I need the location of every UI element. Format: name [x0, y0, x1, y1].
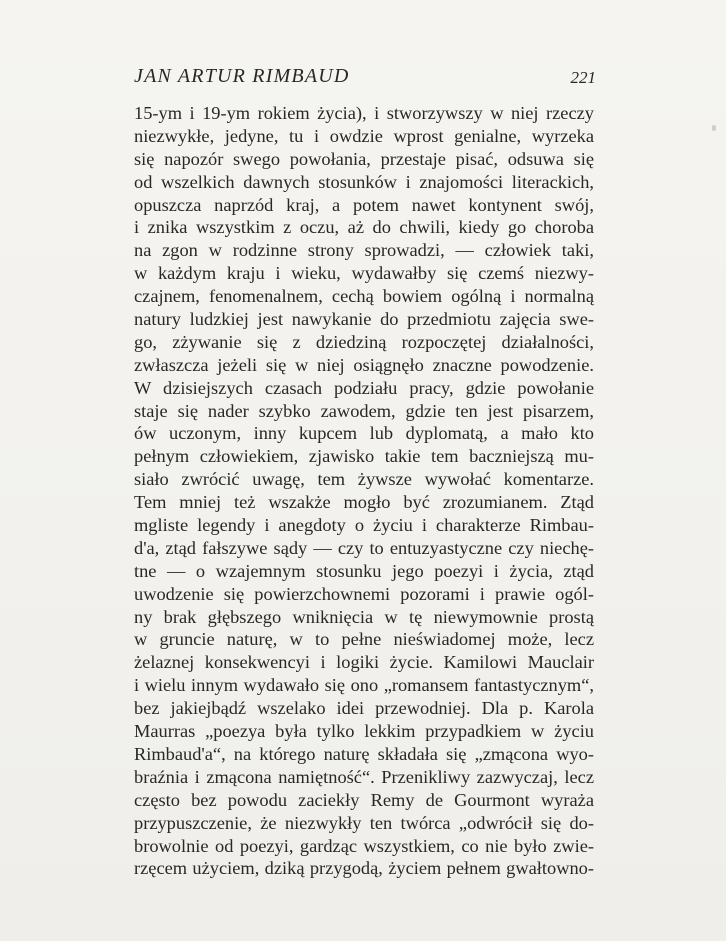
text-line: w gruncie naturę, w to pełne nieświadomej może, lecz: [134, 629, 594, 650]
text-line: uwodzenie się powierzchownemi pozorami i prawie ogól-: [134, 583, 594, 604]
text-line: zwłaszcza jeżeli się w niej osiągnęło znaczne powodzenie.: [134, 354, 594, 375]
running-header: [134, 62, 596, 90]
text-line: tne — o wzajemnym stosunku jego poezyi i życia, ztąd: [134, 560, 594, 581]
text-line: staje się nader szybko zawodem, gdzie ten jest pisarzem,: [134, 400, 594, 421]
body-text: [134, 102, 594, 880]
text-line: w każdym kraju i wieku, wydawałby się czemś niezwy-: [134, 263, 594, 284]
paper-blemish: [712, 125, 716, 131]
text-line: ów uczonym, inny kupcem lub dyplomatą, a mało kto: [134, 423, 594, 444]
text-line: i znika wszystkim z oczu, aż do chwili, kiedy go choroba: [134, 217, 594, 238]
text-line: czajnem, fenomenalnem, cechą bowiem ogólną i normalną: [134, 286, 594, 307]
text-line: się napozór swego powołania, przestaje pisać, odsuwa się: [134, 148, 594, 169]
text-line: opuszcza naprzód kraj, a potem nawet kontynent swój,: [134, 194, 594, 215]
text-line: braźnia i zmącona namiętność“. Przenikliwy zazwyczaj, lecz: [134, 766, 594, 787]
text-line: od wszelkich dawnych stosunków i znajomości literackich,: [134, 171, 594, 192]
text-line: siało zwrócić uwagę, tem żywsze wywołać komentarze.: [134, 469, 594, 490]
text-line: mgliste legendy i anegdoty o życiu i charakterze Rimbau-: [134, 515, 594, 536]
text-line: go, zżywanie się z dziedziną rozpoczętej działalności,: [134, 331, 594, 352]
text-line: na zgon w rodzinne strony sprowadzi, — człowiek taki,: [134, 240, 594, 261]
text-line: natury ludzkiej jest nawykanie do przedmiotu zajęcia swe-: [134, 309, 594, 330]
text-line: żelaznej konsekwencyi i logiki życie. Kamilowi Mauclair: [134, 652, 594, 673]
text-line: 15-ym i 19-ym rokiem życia), i stworzywszy w niej rzeczy: [134, 103, 594, 123]
text-line: Rimbaud'a“, na którego naturę składała się „zmącona wyo-: [134, 743, 594, 764]
page-number: 221: [570, 68, 596, 87]
text-line: Tem mniej też wszakże mogło być zrozumianem. Ztąd: [134, 492, 594, 513]
text-line: rzęcem użyciem, dziką przygodą, życiem pełnem gwałtowno-: [134, 858, 594, 879]
text-line: pełnym człowiekiem, zjawisko takie tem baczniejszą mu-: [134, 446, 594, 467]
text-line: przypuszczenie, że niezwykły ten twórca „odwrócił się do-: [134, 812, 594, 833]
text-line: W dzisiejszych czasach podziału pracy, gdzie powołanie: [134, 377, 594, 398]
text-line: Maurras „poezya była tylko lekkim przypadkiem w życiu: [134, 721, 594, 742]
text-line: niezwykłe, jedyne, tu i owdzie wprost genialne, wyrzeka: [134, 125, 594, 146]
text-line: bez jakiejbądź wszelako idei przewodniej. Dla p. Karola: [134, 698, 594, 719]
text-line: i wielu innym wydawało się ono „romansem fantastycznym“,: [134, 675, 594, 696]
text-line: d'a, ztąd fałszywe sądy — czy to entuzyastyczne czy niechę-: [134, 537, 594, 558]
text-line: ny brak głębszego wniknięcia w tę niewymownie prostą: [134, 606, 594, 627]
running-title: JAN ARTUR RIMBAUD: [134, 65, 350, 87]
text-line: często bez powodu zaciekły Remy de Gourmont wyraża: [134, 789, 594, 810]
text-line: browolnie od poezyi, gardząc wszystkiem, co nie było zwie-: [134, 835, 594, 856]
